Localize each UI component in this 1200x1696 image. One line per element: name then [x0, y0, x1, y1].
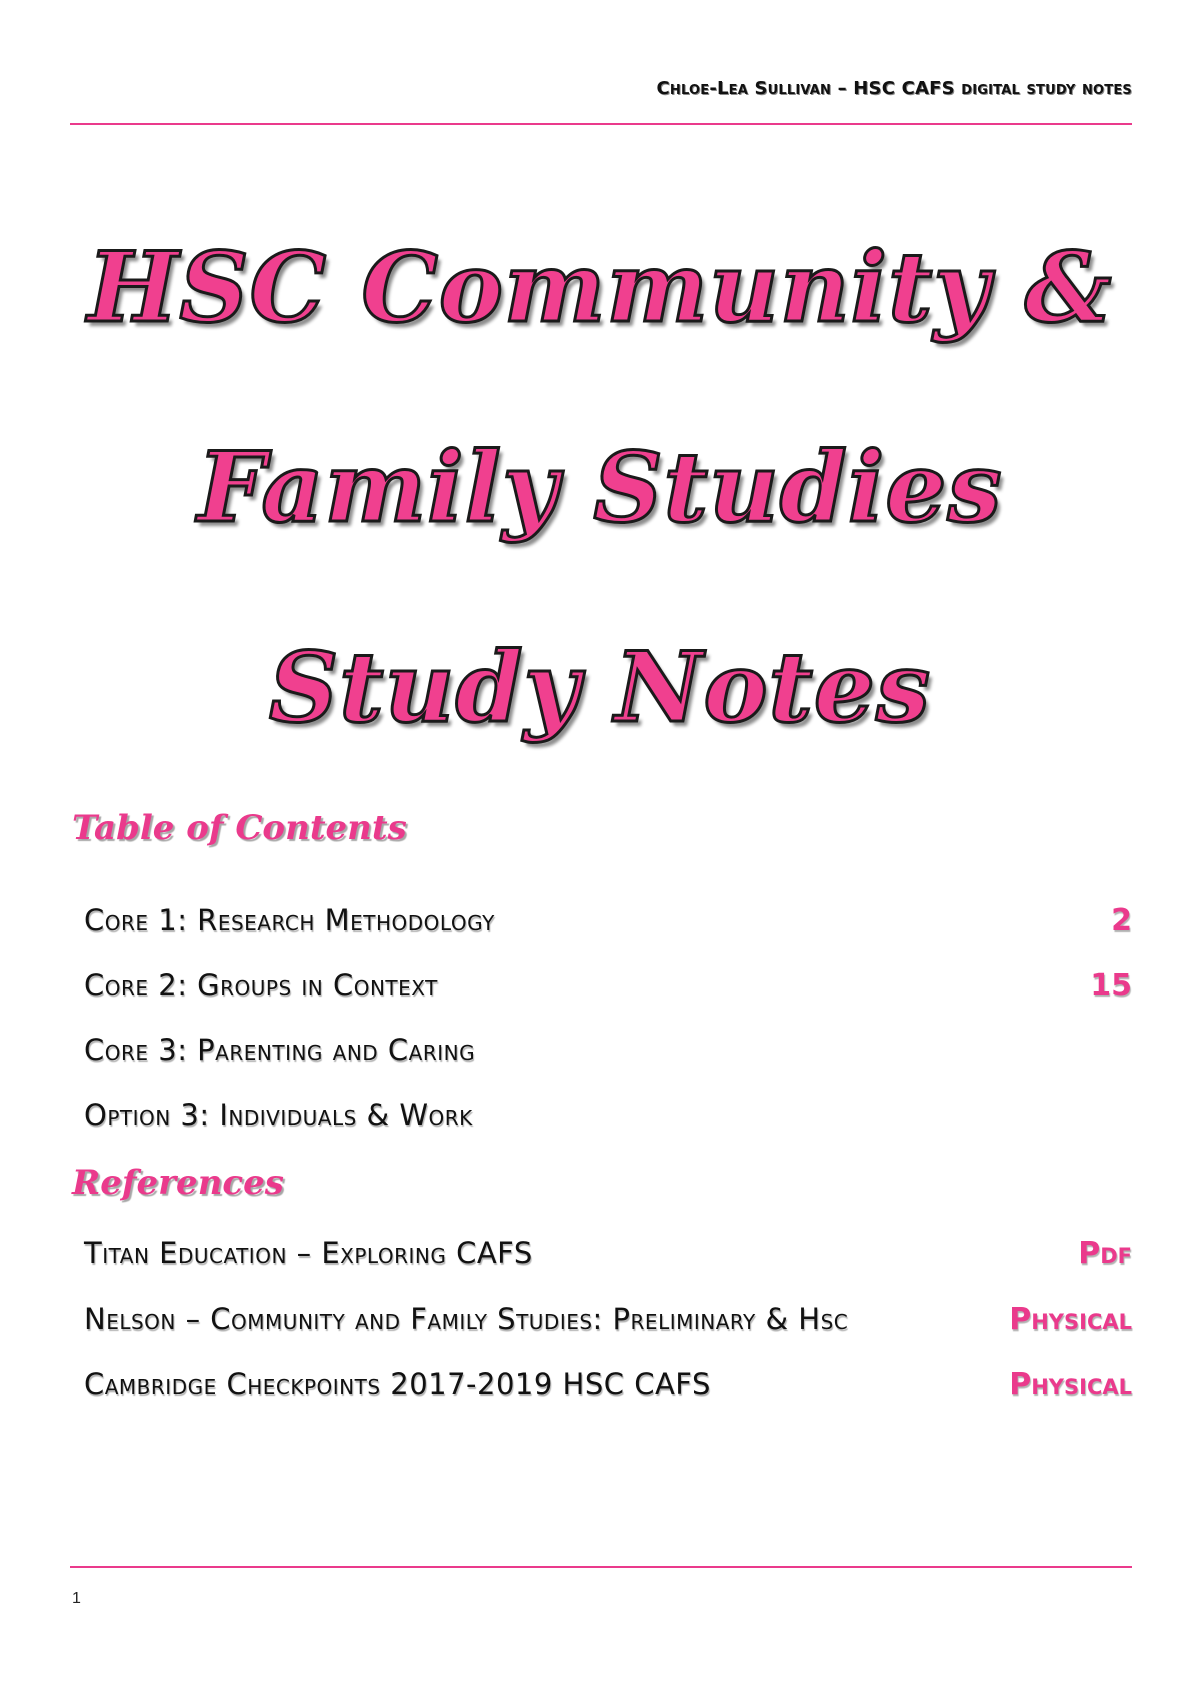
reference-format: Physical [1009, 1301, 1132, 1337]
reference-row-cambridge [84, 1359, 1132, 1409]
document-title [0, 188, 1200, 788]
toc-heading: Table of Contents [72, 808, 407, 848]
title-line-2: Family Studies [197, 431, 1003, 544]
toc-row-option-3[interactable] [84, 1090, 1132, 1140]
references-heading: References [72, 1163, 284, 1203]
reference-format: Pdf [1078, 1235, 1132, 1271]
reference-row-titan [84, 1228, 1132, 1278]
toc-item-page: 2 [1111, 902, 1132, 938]
page-number: 1 [72, 1590, 81, 1607]
toc-item-label: Option 3: Individuals & Work [84, 1098, 473, 1132]
reference-title: Cambridge Checkpoints 2017-2019 HSC CAFS [84, 1367, 711, 1401]
toc-row-core-1[interactable] [84, 895, 1132, 945]
footer-divider [70, 1566, 1132, 1568]
reference-format: Physical [1009, 1366, 1132, 1402]
title-line-3: Study Notes [268, 631, 932, 744]
title-line-1: HSC Community & [87, 231, 1113, 344]
toc-item-label: Core 3: Parenting and Caring [84, 1033, 476, 1067]
page-header-text: Chloe-Lea Sullivan – HSC CAFS digital study notes [656, 78, 1132, 99]
toc-item-label: Core 1: Research Methodology [84, 903, 495, 937]
toc-row-core-2[interactable] [84, 960, 1132, 1010]
toc-item-label: Core 2: Groups in Context [84, 968, 438, 1002]
header-divider [70, 123, 1132, 125]
reference-title: Titan Education – Exploring CAFS [84, 1236, 533, 1270]
toc-row-core-3[interactable] [84, 1025, 1132, 1075]
toc-item-page: 15 [1090, 967, 1132, 1003]
reference-row-nelson [84, 1294, 1132, 1344]
reference-title: Nelson – Community and Family Studies: Preliminary & Hsc [84, 1302, 849, 1336]
